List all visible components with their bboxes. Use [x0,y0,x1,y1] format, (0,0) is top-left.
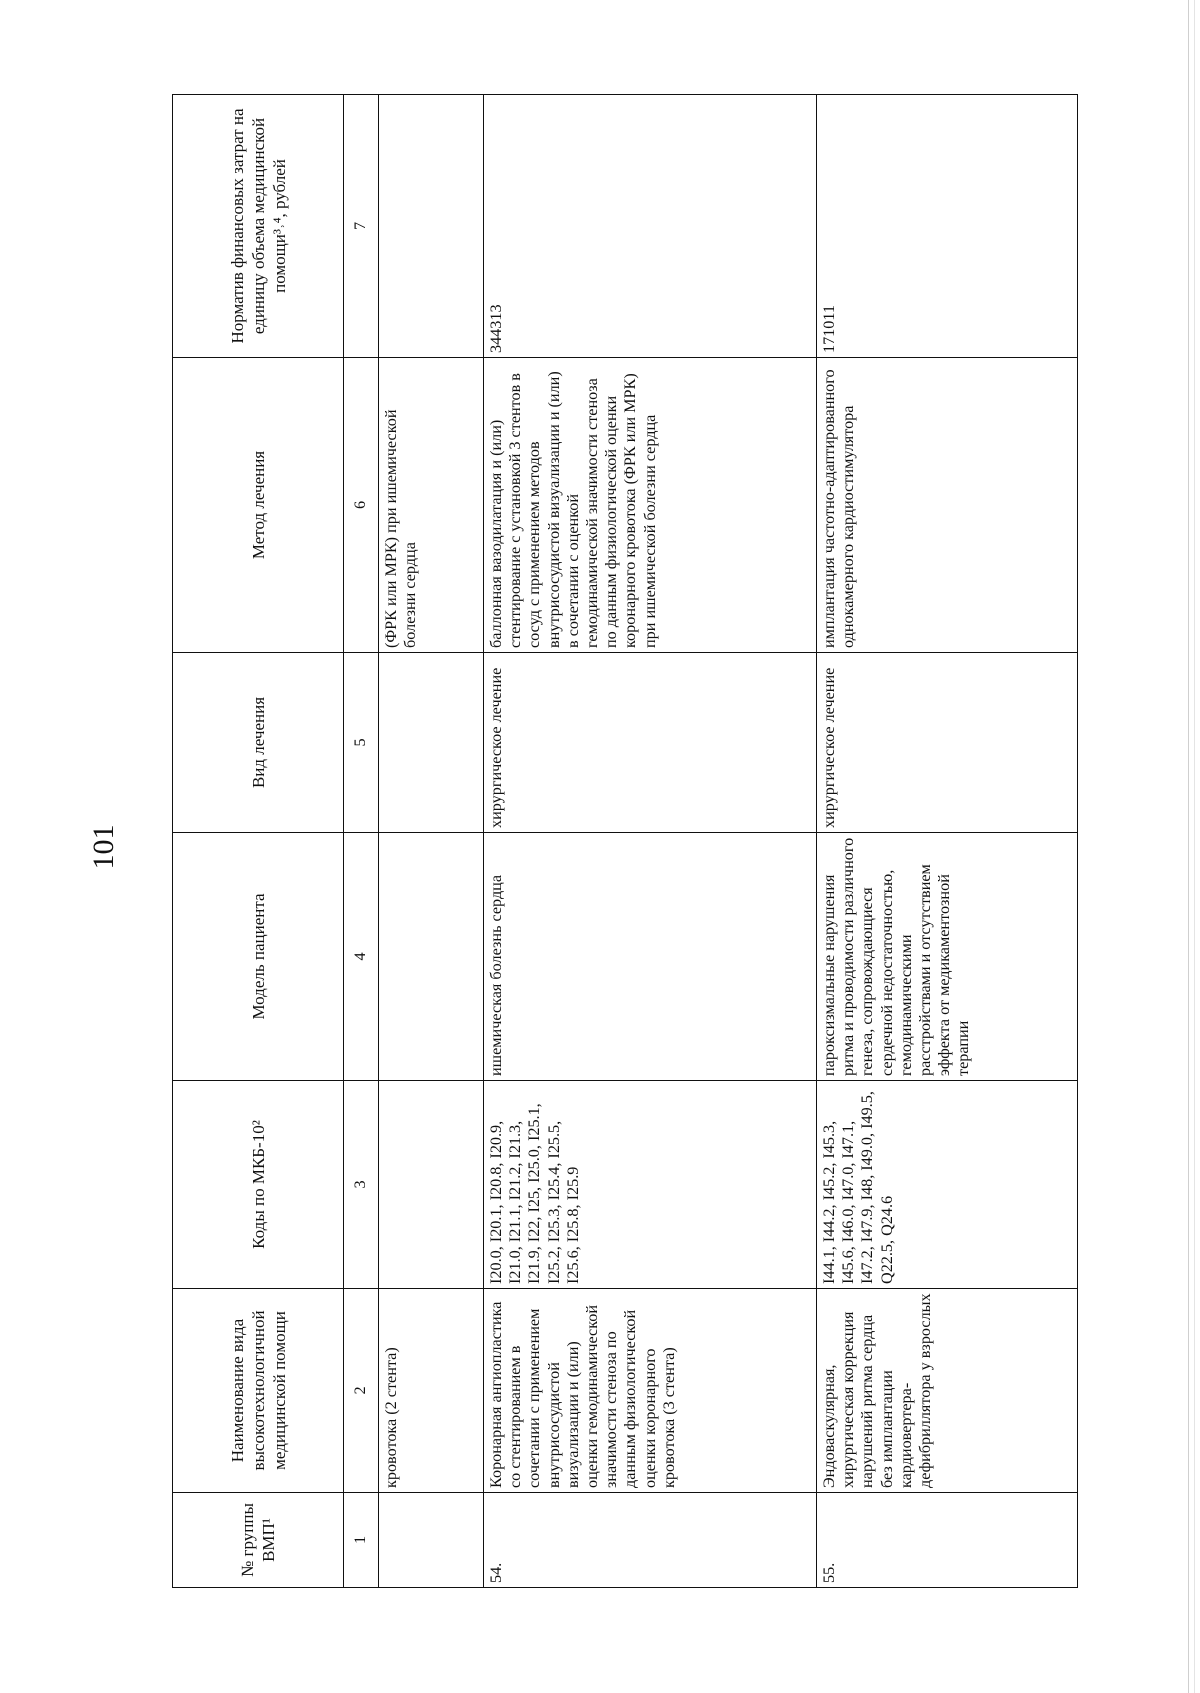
header-treatment-type: Вид лечения [173,653,344,833]
cell-name: Эндоваскулярная, хирургическая коррекция нарушений ритма сердца без имплантации кардиовертера-дефибриллятора у взрослых [817,1289,1078,1493]
rotated-table-container [172,95,1089,1588]
cell-method: имплантация частотно-адаптированного однокамерного кардиостимулятора [817,358,1078,653]
cell-codes: I44.1, I44.2, I45.2, I45.3, I45.6, I46.0, I47.0, I47.1, I47.2, I47.9, I48, I49.0, I49.5, Q22.5, Q24.6 [817,1081,1078,1289]
column-number: 6 [344,358,379,653]
column-number: 4 [344,833,379,1081]
cell-group [379,1493,484,1588]
column-number: 5 [344,653,379,833]
cell-codes: I20.0, I20.1, I20.8, I20.9, I21.0, I21.1, I21.2, I21.3, I21.9, I22, I25, I25.0, I25.1, I25.2, I25.3, I25.4, I25.5, I25.6, I25.8, I25.9 [484,1081,817,1289]
column-number: 3 [344,1081,379,1289]
header-patient-model: Модель пациента [173,833,344,1081]
cell-model: ишемическая болезнь сердца [484,833,817,1081]
table-row [817,95,1078,1588]
header-row [173,95,344,1588]
cell-cost: 344313 [484,95,817,358]
cell-treatment: хирургическое лечение [484,653,817,833]
cell-name: кровотока (2 стента) [379,1289,484,1493]
header-icd-codes: Коды по МКБ-10² [173,1081,344,1289]
table-row [484,95,817,1588]
cell-model [379,833,484,1081]
header-cost-standard: Норматив финансовых затрат на единицу объема медицинской помощи³˒⁴, рублей [173,95,344,358]
cell-cost: 171011 [817,95,1078,358]
table-row-continuation [379,95,484,1588]
column-number-row [344,95,379,1588]
cell-method: (ФРК или МРК) при ишемической болезни сердца [379,358,484,653]
scan-edge-line-secondary [1194,0,1195,1693]
header-care-type-name: Наименование вида высокотехнологичной медицинской помощи [173,1289,344,1493]
cell-group: 54. [484,1493,817,1588]
cell-method: баллонная вазодилатация и (или) стентирование с установкой 3 стентов в сосуд с применением методов внутрисосудистой визуализации и (или) в сочетании с оценкой гемодинамической значимости стеноза по данным физиологической оценки коронарного кровотока (ФРК или МРК) при ишемической болезни сердца [484,358,817,653]
cell-model: пароксизмальные нарушения ритма и проводимости различного генеза, сопровождающиеся сердечной недостаточностью, гемодинамическими расстройствами и отсутствием эффекта от медикаментозной терапии [817,833,1078,1081]
page-number: 101 [87,824,120,870]
column-number: 2 [344,1289,379,1493]
vmp-standards-table [172,94,1078,1588]
cell-treatment: хирургическое лечение [817,653,1078,833]
header-treatment-method: Метод лечения [173,358,344,653]
column-number: 1 [344,1493,379,1588]
cell-treatment [379,653,484,833]
cell-group: 55. [817,1493,1078,1588]
cell-cost [379,95,484,358]
header-group-number: № группы ВМП¹ [173,1493,344,1588]
column-number: 7 [344,95,379,358]
cell-codes [379,1081,484,1289]
cell-name: Коронарная ангиопластика со стентированием в сочетании с применением внутрисосудистой визуализации и (или) оценки гемодинамической значимости стеноза по данным физиологической оценки коронарного кровотока (3 стента) [484,1289,817,1493]
scan-edge-line [1188,0,1189,1693]
